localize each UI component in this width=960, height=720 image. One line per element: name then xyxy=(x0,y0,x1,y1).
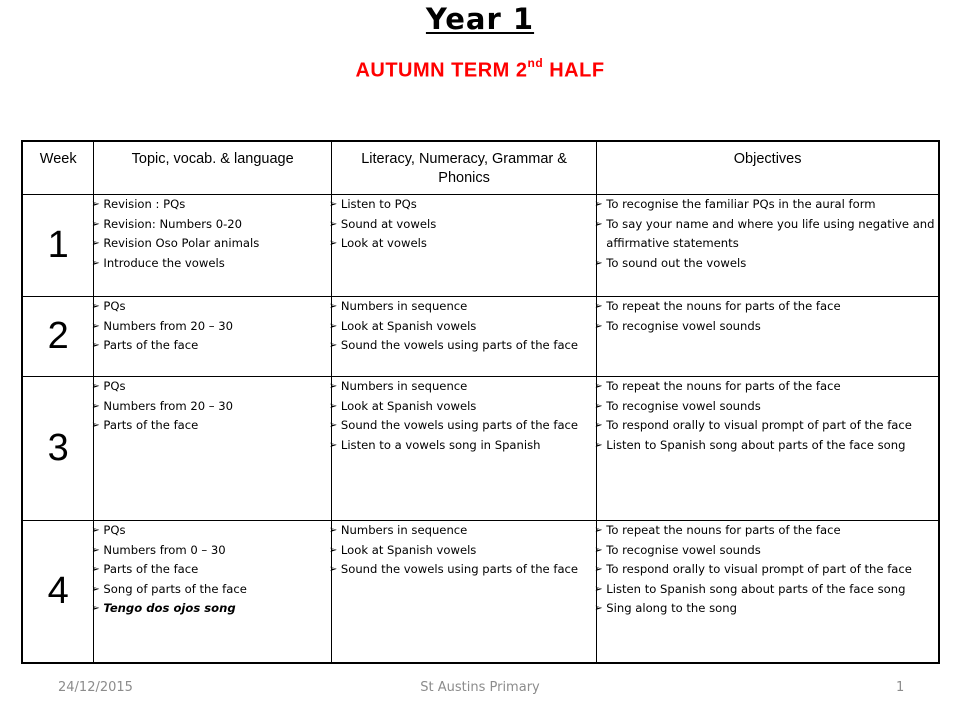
objective-item: ➢ To respond orally to visual prompt of part of the face xyxy=(597,416,938,436)
header-objectives: Objectives xyxy=(597,141,939,195)
literacy-cell xyxy=(331,377,596,521)
literacy-item: ➢ Look at Spanish vowels xyxy=(332,541,596,561)
week-number: 1 xyxy=(22,195,94,297)
objective-item: ➢ To respond orally to visual prompt of part of the face xyxy=(597,560,938,580)
topic-item: ➢ PQs xyxy=(94,377,330,397)
subtitle-main: AUTUMN TERM 2 xyxy=(355,59,528,82)
literacy-item: ➢ Numbers in sequence xyxy=(332,297,596,317)
objective-item: ➢ Listen to Spanish song about parts of the face song xyxy=(597,580,938,600)
literacy-item: ➢ Listen to a vowels song in Spanish xyxy=(332,436,596,456)
literacy-item: ➢ Numbers in sequence xyxy=(332,377,596,397)
objective-item: ➢ To repeat the nouns for parts of the face xyxy=(597,297,938,317)
subtitle-superscript: nd xyxy=(527,56,544,70)
literacy-item: ➢ Look at Spanish vowels xyxy=(332,317,596,337)
week-number: 3 xyxy=(22,377,94,521)
header-literacy: Literacy, Numeracy, Grammar & Phonics xyxy=(331,141,596,195)
objectives-cell xyxy=(597,521,939,663)
objective-item: ➢ To recognise vowel sounds xyxy=(597,397,938,417)
objective-item: ➢ To sound out the vowels xyxy=(597,254,938,274)
table-row xyxy=(22,195,939,297)
objective-item: ➢ To recognise the familiar PQs in the aural form xyxy=(597,195,938,215)
objective-item: ➢ Listen to Spanish song about parts of the face song xyxy=(597,436,938,456)
objective-item: ➢ To repeat the nouns for parts of the face xyxy=(597,521,938,541)
page-subtitle xyxy=(0,58,960,83)
header-topic: Topic, vocab. & language xyxy=(94,141,331,195)
literacy-item: ➢ Listen to PQs xyxy=(332,195,596,215)
topic-item-song: ➢ Tengo dos ojos song xyxy=(94,599,330,619)
objective-item: ➢ To recognise vowel sounds xyxy=(597,317,938,337)
topic-cell xyxy=(94,297,331,377)
objective-item: ➢ Sing along to the song xyxy=(597,599,938,619)
scheme-of-work-table xyxy=(21,140,940,664)
table-row xyxy=(22,521,939,663)
topic-item: ➢ Numbers from 20 – 30 xyxy=(94,397,330,417)
topic-item: ➢ Parts of the face xyxy=(94,560,330,580)
footer-page-number: 1 xyxy=(896,680,905,695)
header-week: Week xyxy=(22,141,94,195)
table-header-row xyxy=(22,141,939,195)
topic-item: ➢ Revision Oso Polar animals xyxy=(94,234,330,254)
literacy-item: ➢ Look at vowels xyxy=(332,234,596,254)
topic-item: ➢ Numbers from 0 – 30 xyxy=(94,541,330,561)
subtitle-tail: HALF xyxy=(543,59,605,82)
table-row xyxy=(22,297,939,377)
week-number: 4 xyxy=(22,521,94,663)
literacy-cell xyxy=(331,297,596,377)
objective-item: ➢ To say your name and where you life using negative and affirmative statements xyxy=(597,215,938,254)
topic-cell xyxy=(94,377,331,521)
topic-item: ➢ Numbers from 20 – 30 xyxy=(94,317,330,337)
table-row xyxy=(22,377,939,521)
literacy-item: ➢ Sound the vowels using parts of the face xyxy=(332,336,596,356)
literacy-item: ➢ Look at Spanish vowels xyxy=(332,397,596,417)
page-title: Year 1 xyxy=(425,2,535,36)
topic-item: ➢ Revision : PQs xyxy=(94,195,330,215)
topic-item: ➢ Song of parts of the face xyxy=(94,580,330,600)
topic-item: ➢ Revision: Numbers 0-20 xyxy=(94,215,330,235)
topic-item: ➢ Parts of the face xyxy=(94,416,330,436)
objective-item: ➢ To recognise vowel sounds xyxy=(597,541,938,561)
slide-footer xyxy=(0,680,960,700)
objectives-cell xyxy=(597,297,939,377)
literacy-cell xyxy=(331,521,596,663)
topic-item: ➢ PQs xyxy=(94,521,330,541)
literacy-item: ➢ Sound the vowels using parts of the face xyxy=(332,560,596,580)
footer-date: 24/12/2015 xyxy=(58,680,133,695)
literacy-cell xyxy=(331,195,596,297)
objective-item: ➢ To repeat the nouns for parts of the face xyxy=(597,377,938,397)
week-number: 2 xyxy=(22,297,94,377)
literacy-item: ➢ Sound at vowels xyxy=(332,215,596,235)
literacy-item: ➢ Sound the vowels using parts of the face xyxy=(332,416,596,436)
objectives-cell xyxy=(597,195,939,297)
objectives-cell xyxy=(597,377,939,521)
footer-school: St Austins Primary xyxy=(420,680,540,695)
literacy-item: ➢ Numbers in sequence xyxy=(332,521,596,541)
topic-item: ➢ PQs xyxy=(94,297,330,317)
topic-item: ➢ Introduce the vowels xyxy=(94,254,330,274)
topic-item: ➢ Parts of the face xyxy=(94,336,330,356)
topic-cell xyxy=(94,195,331,297)
topic-cell xyxy=(94,521,331,663)
